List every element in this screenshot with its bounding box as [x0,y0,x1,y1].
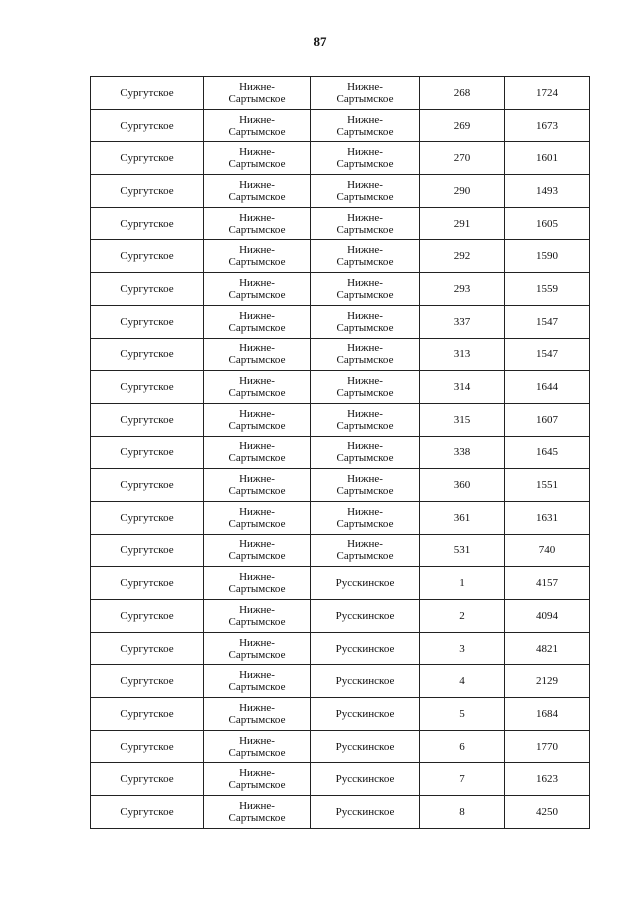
table-row [91,240,590,273]
table-row [91,730,590,763]
page-number: 87 [313,34,327,49]
cell-deposit: Сургутское [91,501,204,534]
cell-subarea: Нижне- Сартымское [311,403,420,436]
cell-deposit: Сургутское [91,273,204,306]
cell-subarea: Нижне- Сартымское [311,273,420,306]
cell-subarea: Нижне- Сартымское [311,109,420,142]
cell-area: Нижне- Сартымское [204,305,311,338]
table-body [91,77,590,829]
cell-subarea: Нижне- Сартымское [311,207,420,240]
cell-subarea: Русскинское [311,730,420,763]
table-row [91,338,590,371]
cell-well-number: 337 [420,305,505,338]
table-row [91,305,590,338]
cell-area: Нижне- Сартымское [204,403,311,436]
cell-subarea: Нижне- Сартымское [311,371,420,404]
table-row [91,665,590,698]
cell-well-number: 270 [420,142,505,175]
cell-depth: 1559 [505,273,590,306]
cell-deposit: Сургутское [91,403,204,436]
cell-area: Нижне- Сартымское [204,338,311,371]
cell-well-number: 292 [420,240,505,273]
cell-deposit: Сургутское [91,600,204,633]
table-row [91,796,590,829]
cell-well-number: 269 [420,109,505,142]
cell-depth: 4157 [505,567,590,600]
cell-deposit: Сургутское [91,175,204,208]
cell-well-number: 3 [420,632,505,665]
cell-deposit: Сургутское [91,371,204,404]
cell-deposit: Сургутское [91,534,204,567]
cell-area: Нижне- Сартымское [204,698,311,731]
table-row [91,763,590,796]
data-table [90,76,590,829]
cell-well-number: 313 [420,338,505,371]
cell-area: Нижне- Сартымское [204,142,311,175]
cell-subarea: Нижне- Сартымское [311,501,420,534]
cell-depth: 1601 [505,142,590,175]
table-row [91,436,590,469]
cell-well-number: 7 [420,763,505,796]
cell-well-number: 290 [420,175,505,208]
table-row [91,632,590,665]
cell-area: Нижне- Сартымское [204,632,311,665]
cell-subarea: Русскинское [311,632,420,665]
table-row [91,534,590,567]
cell-well-number: 1 [420,567,505,600]
cell-depth: 1590 [505,240,590,273]
cell-area: Нижне- Сартымское [204,763,311,796]
table-row [91,698,590,731]
table-row [91,600,590,633]
cell-subarea: Русскинское [311,763,420,796]
cell-area: Нижне- Сартымское [204,175,311,208]
cell-depth: 1673 [505,109,590,142]
cell-deposit: Сургутское [91,730,204,763]
cell-area: Нижне- Сартымское [204,469,311,502]
cell-depth: 1645 [505,436,590,469]
cell-subarea: Нижне- Сартымское [311,175,420,208]
cell-well-number: 6 [420,730,505,763]
cell-deposit: Сургутское [91,77,204,110]
cell-depth: 1724 [505,77,590,110]
cell-subarea: Нижне- Сартымское [311,142,420,175]
cell-deposit: Сургутское [91,305,204,338]
cell-well-number: 293 [420,273,505,306]
cell-area: Нижне- Сартымское [204,77,311,110]
cell-depth: 1684 [505,698,590,731]
cell-depth: 4821 [505,632,590,665]
cell-area: Нижне- Сартымское [204,534,311,567]
cell-deposit: Сургутское [91,632,204,665]
cell-deposit: Сургутское [91,207,204,240]
cell-well-number: 338 [420,436,505,469]
cell-well-number: 314 [420,371,505,404]
cell-subarea: Нижне- Сартымское [311,469,420,502]
table-row [91,403,590,436]
cell-deposit: Сургутское [91,436,204,469]
cell-subarea: Русскинское [311,698,420,731]
cell-area: Нижне- Сартымское [204,567,311,600]
cell-depth: 1623 [505,763,590,796]
cell-deposit: Сургутское [91,338,204,371]
cell-well-number: 360 [420,469,505,502]
cell-depth: 4094 [505,600,590,633]
cell-deposit: Сургутское [91,240,204,273]
cell-area: Нижне- Сартымское [204,371,311,404]
cell-area: Нижне- Сартымское [204,207,311,240]
cell-area: Нижне- Сартымское [204,665,311,698]
table-row [91,469,590,502]
cell-subarea: Нижне- Сартымское [311,436,420,469]
cell-area: Нижне- Сартымское [204,501,311,534]
cell-well-number: 8 [420,796,505,829]
table-row [91,371,590,404]
cell-deposit: Сургутское [91,665,204,698]
cell-well-number: 268 [420,77,505,110]
cell-area: Нижне- Сартымское [204,436,311,469]
cell-deposit: Сургутское [91,142,204,175]
cell-area: Нижне- Сартымское [204,796,311,829]
table-row [91,109,590,142]
cell-depth: 1644 [505,371,590,404]
cell-area: Нижне- Сартымское [204,273,311,306]
cell-subarea: Русскинское [311,567,420,600]
cell-area: Нижне- Сартымское [204,730,311,763]
cell-depth: 1547 [505,305,590,338]
cell-well-number: 5 [420,698,505,731]
cell-subarea: Нижне- Сартымское [311,338,420,371]
table-row [91,175,590,208]
table-row [91,142,590,175]
cell-depth: 2129 [505,665,590,698]
cell-depth: 740 [505,534,590,567]
cell-depth: 1551 [505,469,590,502]
cell-subarea: Русскинское [311,796,420,829]
cell-depth: 1631 [505,501,590,534]
cell-well-number: 531 [420,534,505,567]
cell-subarea: Нижне- Сартымское [311,534,420,567]
cell-depth: 1770 [505,730,590,763]
cell-well-number: 2 [420,600,505,633]
cell-subarea: Нижне- Сартымское [311,305,420,338]
cell-deposit: Сургутское [91,469,204,502]
cell-depth: 1493 [505,175,590,208]
cell-depth: 4250 [505,796,590,829]
cell-subarea: Русскинское [311,600,420,633]
cell-deposit: Сургутское [91,109,204,142]
cell-area: Нижне- Сартымское [204,240,311,273]
cell-well-number: 291 [420,207,505,240]
table-row [91,567,590,600]
cell-deposit: Сургутское [91,763,204,796]
cell-area: Нижне- Сартымское [204,600,311,633]
table-row [91,273,590,306]
cell-subarea: Нижне- Сартымское [311,77,420,110]
cell-well-number: 315 [420,403,505,436]
cell-subarea: Нижне- Сартымское [311,240,420,273]
table-row [91,207,590,240]
cell-depth: 1607 [505,403,590,436]
table-row [91,501,590,534]
cell-depth: 1605 [505,207,590,240]
table-row [91,77,590,110]
cell-deposit: Сургутское [91,698,204,731]
cell-deposit: Сургутское [91,796,204,829]
cell-well-number: 4 [420,665,505,698]
cell-depth: 1547 [505,338,590,371]
cell-subarea: Русскинское [311,665,420,698]
cell-well-number: 361 [420,501,505,534]
cell-deposit: Сургутское [91,567,204,600]
cell-area: Нижне- Сартымское [204,109,311,142]
